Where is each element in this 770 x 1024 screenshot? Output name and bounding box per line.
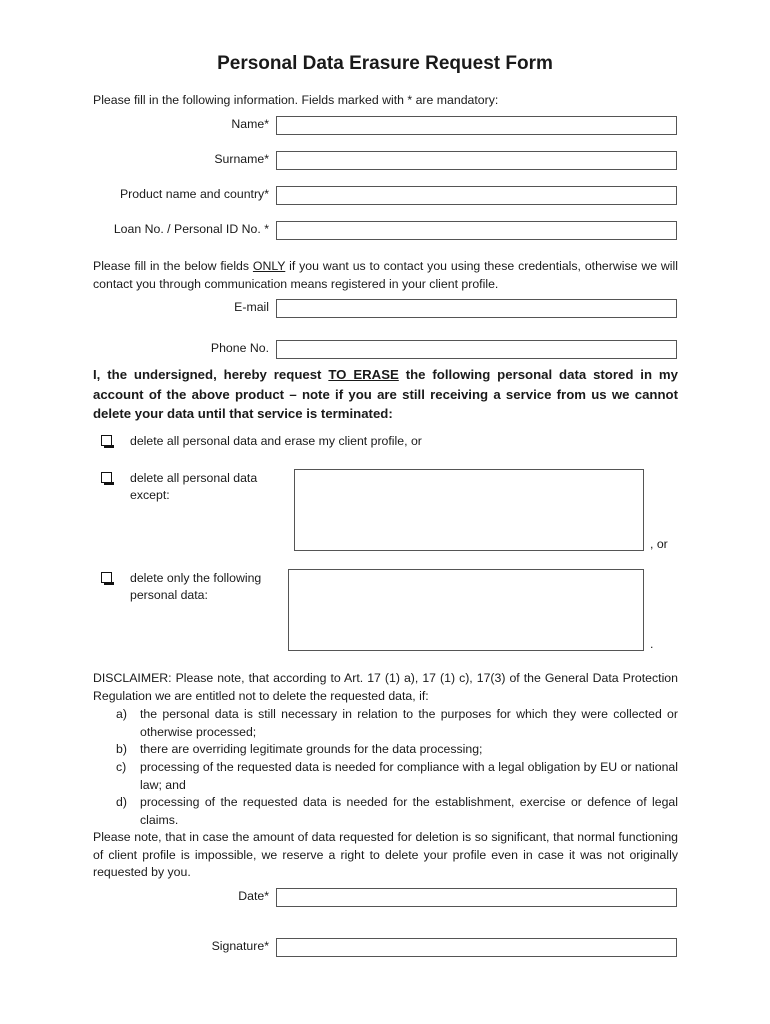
disclaimer-intro: DISCLAIMER: Please note, that according to Art. 17 (1) a), 17 (1) c), 17(3) of the General Data Protection Regulation we are entitled not to delete the requested data, if: [93, 671, 678, 703]
disclaimer-item-letter: b) [116, 742, 127, 756]
email-input[interactable] [276, 299, 677, 318]
disclaimer-item-text: there are overriding legitimate grounds for the data processing; [140, 742, 483, 756]
checkbox-square-icon [101, 472, 112, 483]
intro-text: Please fill in the following information. Fields marked with * are mandatory: [93, 93, 499, 107]
loan-label: Loan No. / Personal ID No. * [113, 222, 269, 236]
option-only-following-checkbox[interactable] [101, 572, 115, 586]
request-emphasis: TO ERASE [328, 367, 399, 382]
option-only-label-line1: delete only the following [130, 571, 262, 585]
option-except-label-line2: except: [130, 488, 170, 502]
contact-note: Please fill in the below fields ONLY if you want us to contact you using these credentials, otherwise we will contact you through communication means registered in your client profile. [93, 259, 678, 291]
checkbox-square-icon [101, 435, 112, 446]
email-label: E-mail [234, 300, 269, 314]
option-except-checkbox[interactable] [101, 472, 115, 486]
disclaimer-item-letter: d) [116, 795, 127, 809]
except-data-textarea[interactable] [294, 469, 644, 551]
disclaimer-item-text: processing of the requested data is needed for compliance with a legal obligation by EU or national law; and [140, 760, 678, 792]
request-statement: I, the undersigned, hereby request TO ERASE the following personal data stored in my account of the above product – note if you are still receiving a service from us we cannot delete your data until that service is terminated: [93, 367, 678, 421]
contact-note-emphasis: ONLY [252, 259, 286, 273]
option-only-label-line2: personal data: [130, 588, 208, 602]
option-except-label-line1: delete all personal data [130, 471, 258, 485]
disclaimer-item-letter: c) [116, 760, 127, 774]
surname-input[interactable] [276, 151, 677, 170]
disclaimer-closing: Please note, that in case the amount of data requested for deletion is so significant, that normal functioning of client profile is impossible, we reserve a right to delete your profile even in case it was not originally requested by you. [93, 830, 678, 879]
surname-label: Surname* [214, 152, 269, 166]
checkbox-square-icon [101, 572, 112, 583]
disclaimer-item-text: processing of the requested data is needed for the establishment, exercise or defence of legal claims. [140, 795, 678, 827]
only-following-data-textarea[interactable] [288, 569, 644, 651]
loan-input[interactable] [276, 221, 677, 240]
product-input[interactable] [276, 186, 677, 205]
date-input[interactable] [276, 888, 677, 907]
name-input[interactable] [276, 116, 677, 135]
form-title: Personal Data Erasure Request Form [217, 53, 553, 74]
disclaimer-item-letter: a) [116, 707, 127, 721]
option-erase-all-label: delete all personal data and erase my client profile, or [130, 434, 422, 448]
option-erase-all-checkbox[interactable] [101, 435, 115, 449]
product-label: Product name and country* [119, 187, 269, 201]
signature-input[interactable] [276, 938, 677, 957]
disclaimer-item-text: the personal data is still necessary in relation to the purposes for which they were collected or otherwise processed; [140, 707, 678, 739]
date-label: Date* [238, 889, 269, 903]
phone-label: Phone No. [210, 341, 269, 355]
name-label: Name* [231, 117, 269, 131]
option-only-suffix: . [650, 637, 654, 651]
option-except-suffix: , or [650, 537, 668, 551]
signature-label: Signature* [211, 939, 269, 953]
phone-input[interactable] [276, 340, 677, 359]
